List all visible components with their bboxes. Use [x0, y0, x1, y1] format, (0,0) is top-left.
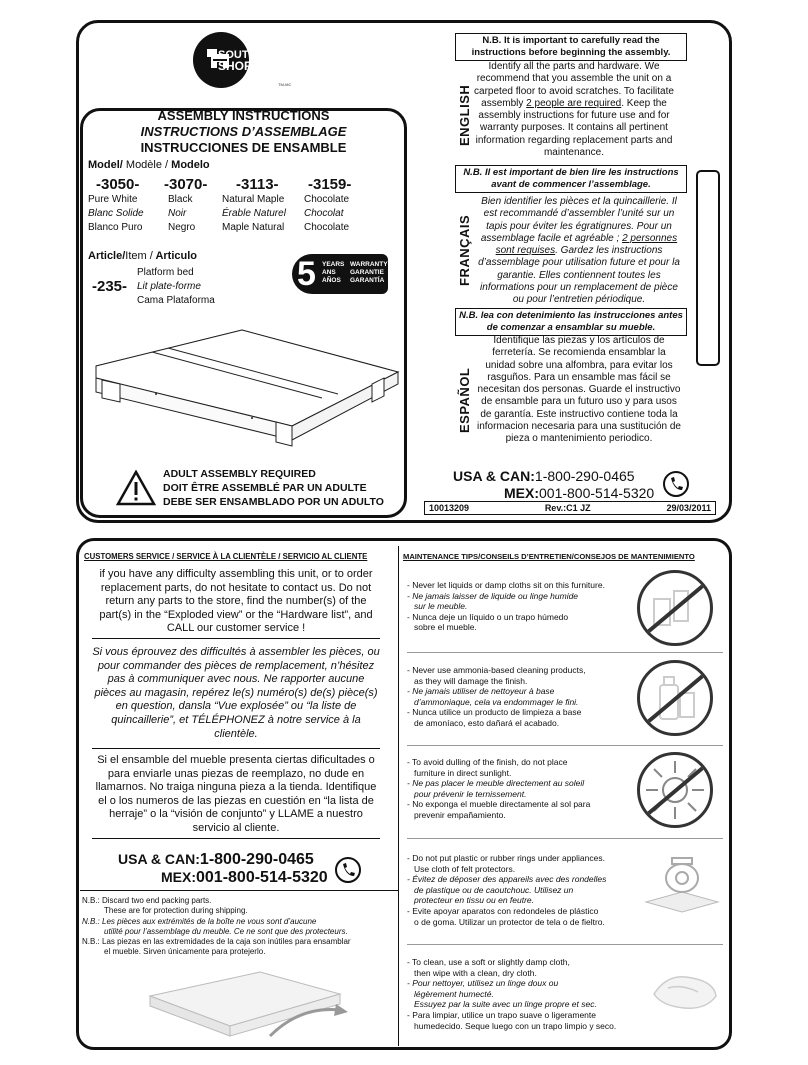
tip-line: - Do not put plastic or rubber rings under appliances. — [407, 853, 605, 863]
years-en: YEARS — [322, 261, 345, 268]
color-fr: Noir — [168, 208, 187, 219]
tip-line: - Para limpiar, utilice un trapo suave o ligeramente — [407, 1009, 596, 1020]
tip-line: - No exponga el mueble directamente al sol para — [407, 799, 591, 810]
nb-en-1: N.B.: Discard two end packing parts. — [82, 896, 212, 905]
tip-line: as they will damage the finish. — [414, 675, 528, 686]
tip-line: - Ne jamais utiliser de nettoyeur à base — [407, 686, 555, 697]
adult-fr: DOIT ÊTRE ASSEMBLÉ PAR UN ADULTE — [163, 482, 367, 494]
warranty-labels — [350, 261, 388, 285]
years-fr: ANS — [322, 269, 336, 276]
customer-service-fr: Si vous éprouvez des difficultés à assembler les pièces, ou pour commander des pièces de remplacement, n’hésitez pas à communiquer avec nous. Ne rapporter aucune pièces au magasin, repérez le(s) numéro(s) de(s) pièce(s) en question, dansla “Vue explosée” ou “la liste de quincaillerie”, et TÉLÉPHONEZ à notre service à la clientèle. — [92, 646, 380, 740]
customer-service-en: if you have any difficulty assembling this unit, or to order replacement parts, do not hesitate to contact us. Do not return any parts to the store, find the number(s) of the part(s) in the “Exploded view” or the “Hardware list”, and CALL our customer service ! — [99, 568, 373, 635]
english-text2: . Keep the assembly instructions for future use and for warranty purposes. It contains all pertinent information regarding replacement parts and maintenance. — [475, 97, 673, 159]
nb-fr-2: utilité pour l’assemblage du meuble. Ce ne sont que des protecteurs. — [104, 926, 348, 936]
spanish-paragraph: Identifique las piezas y los artículos de ferretería. Se recomienda ensamblar la unidad sobre una alfombra, para evitar los rasguños. Para un ensamble mas fácil se necesitan dos personas. Guarde el instructivo de ensamble para un futuro uso y para usos de garantía. Este instructivo contiene toda la informacion necesaria para una sustitución de pieza o mantenimiento periodico. — [476, 335, 681, 445]
label-english: ENGLISH — [457, 84, 472, 146]
phone-number: 001-800-514-5320 — [196, 869, 328, 886]
divider — [92, 748, 380, 749]
article-header-fr: Item / — [125, 250, 153, 262]
brand-name — [218, 50, 261, 72]
no-sunlight-icon — [637, 752, 713, 828]
tip-line: Essuyez par la suite avec un linge propre et sec. — [414, 999, 597, 1010]
color-en: Natural Maple — [222, 194, 285, 205]
nb-fr-1: N.B.: Les pièces aux extrémités de la boîte ne vous sont d’aucune — [82, 916, 317, 926]
phone-label: MEX: — [504, 485, 539, 501]
phone-top-mex — [504, 485, 654, 501]
revision-date: 29/03/2011 — [666, 503, 711, 513]
model-header-es: Modelo — [168, 159, 210, 171]
tip-2 — [407, 665, 637, 729]
tip-line: - Evite apoyar aparatos con redondeles de plástico — [407, 905, 599, 916]
divider — [92, 638, 380, 639]
side-tab-box — [696, 170, 720, 366]
tip-line: sobre el mueble. — [414, 622, 477, 633]
french-text1: Bien identifier les pièces et la quincaillerie. Il est recommandé d’assembler l’unité sur un tapis pour éviter les égratignures. Pour un assemblage facile et agréable ; — [480, 196, 677, 244]
revision: Rev.:C1 JZ — [544, 503, 591, 513]
article-header — [88, 250, 197, 262]
tip-line: - Ne pas placer le meuble directement au soleil — [407, 778, 585, 789]
article-es: Cama Plataforma — [137, 295, 215, 306]
english-text1: Identify all the parts and hardware. We recommend that you assemble the unit on a carpeted floor to avoid scratches. To facilitate assembly — [474, 61, 674, 109]
tip-line: prevenir empañamiento. — [414, 809, 506, 820]
phone-label: USA & CAN: — [118, 851, 200, 867]
tip-line: humedecido. Seque luego con un trapo limpio y seco. — [414, 1020, 617, 1031]
warranty-years-labels — [322, 261, 344, 285]
warning-triangle-icon — [116, 470, 156, 506]
model-code: -3050- — [96, 176, 140, 193]
doc-number: 10013209 — [429, 503, 470, 513]
adult-assembly-warning — [163, 467, 384, 509]
english-nb: N.B. It is important to carefully read the instructions before beginning the assembly. — [455, 33, 687, 61]
color-es: Negro — [168, 222, 196, 233]
model-col — [88, 176, 168, 235]
appliance-felt-protector-icon — [642, 852, 722, 918]
revision-bar — [424, 501, 716, 515]
warranty-en: WARRANTY — [350, 261, 388, 268]
tip-line: - Never use ammonia-based cleaning products, — [407, 665, 586, 675]
english-paragraph — [468, 61, 680, 159]
french-paragraph — [476, 196, 682, 307]
tip-line: - To clean, use a soft or slightly damp cloth, — [407, 957, 570, 967]
warranty-fr: GARANTIE — [350, 269, 384, 276]
title-es: INSTRUCCIONES DE ENSAMBLE — [140, 140, 347, 155]
title-en: ASSEMBLY INSTRUCTIONS — [157, 108, 330, 123]
color-fr: Chocolat — [304, 208, 344, 219]
tip-line: Use cloth of felt protectors. — [414, 863, 516, 874]
color-fr: Blanc Solide — [88, 208, 144, 219]
customer-service-es: Si el ensamble del mueble presenta ciertas dificultades o para enviarle unas piezas de reemplazo, no dude en llamarnos. No traiga ninguna pieza a la tienda. Identifique el o los numeros de las piezas en cuestión en “la lista de herraje” o la “visión de conjunto” y LLAME a nuestro servicio al cliente. — [95, 754, 377, 834]
tip-divider — [407, 944, 723, 945]
tip-5 — [407, 957, 647, 1031]
packing-parts-illustration — [140, 966, 360, 1046]
tip-1 — [407, 580, 637, 633]
tip-line: de plastique ou de caoutchouc. Utilisez un — [414, 884, 574, 895]
phone-number: 1-800-290-0465 — [534, 468, 635, 484]
tip-line: o de goma. Utilizar un protector de tela o de fieltro. — [414, 916, 605, 927]
years-es: AÑOS — [322, 277, 341, 284]
model-code: -3113- — [236, 176, 279, 193]
article-header-en: Article/ — [88, 250, 126, 262]
model-columns — [88, 176, 398, 235]
english-underline: 2 people are required — [526, 97, 622, 109]
adult-en: ADULT ASSEMBLY REQUIRED — [163, 468, 316, 480]
brand-line2: SHORE — [218, 59, 261, 73]
french-nb: N.B. Il est important de bien lire les instructions avant de commencer l’assemblage. — [455, 165, 687, 193]
nb-es-2: el mueble. Sirven únicamente para protejerlo. — [104, 947, 266, 957]
cleaning-cloth-icon — [648, 966, 722, 1018]
trademark: TM-MC — [278, 82, 292, 87]
color-en: Black — [168, 194, 193, 205]
brand-line1: SOUTH — [218, 49, 257, 61]
model-col — [222, 176, 304, 235]
phone-bottom-usa — [118, 851, 314, 869]
spanish-nb: N.B. lea con detenimiento las instrucciones antes de comenzar a ensamblar su mueble. — [455, 308, 687, 336]
color-fr: Érable Naturel — [222, 208, 286, 219]
maintenance-header: MAINTENANCE TIPS/CONSEILS D’ENTRETIEN/CONSEJOS DE MANTENIMIENTO — [403, 552, 695, 561]
model-header-fr: Modèle / — [122, 159, 169, 171]
no-ammonia-icon — [637, 660, 713, 736]
tip-line: protecteur en tissu ou en feutre. — [414, 895, 535, 906]
tip-line: - Pour nettoyer, utilisez un linge doux ou — [407, 978, 559, 989]
model-col — [304, 176, 374, 235]
tip-line: de amoníaco, esto dañará el acabado. — [414, 717, 560, 728]
article-en: Platform bed — [137, 267, 194, 278]
french-text2: . Gardez les instructions d’assemblage pour utilisation future et pour la garantie. Elles contiennent toutes les informations pour un remplacement de pièce ou pour l’entretien périodique. — [478, 245, 680, 306]
model-col — [164, 176, 222, 235]
adult-es: DEBE SER ENSAMBLADO POR UN ADULTO — [163, 496, 384, 508]
nb-divider — [80, 890, 398, 891]
tip-line: - Évitez de déposer des appareils avec des rondelles — [407, 874, 607, 885]
tip-divider — [407, 838, 723, 839]
nb-en-2: These are for protection during shipping. — [104, 906, 248, 916]
label-spanish: ESPAÑOL — [457, 367, 472, 433]
article-fr: Lit plate-forme — [137, 281, 201, 292]
color-es: Blanco Puro — [88, 222, 143, 233]
tip-line: - To avoid dulling of the finish, do not place — [407, 757, 568, 767]
tip-divider — [407, 745, 723, 746]
customer-service-header: CUSTOMERS SERVICE / SERVICE À LA CLIENTÈLE / SERVICIO AL CLIENTE — [84, 552, 368, 561]
no-liquids-icon — [637, 570, 713, 646]
model-code: -3159- — [308, 176, 352, 193]
tip-line: légèrement humecté. — [414, 988, 494, 999]
phone-label: MEX: — [161, 869, 196, 885]
model-code: -3070- — [164, 176, 208, 193]
french-underline: 2 personnes sont requises — [495, 232, 678, 257]
tip-line: then wipe with a clean, dry cloth. — [414, 967, 537, 978]
color-en: Pure White — [88, 194, 138, 205]
telephone-icon — [662, 470, 690, 498]
warranty-years: 5 — [297, 255, 316, 293]
tip-line: - Ne jamais laisser de liquide ou linge humide — [407, 590, 579, 601]
model-header — [88, 159, 210, 171]
tip-divider — [407, 652, 723, 653]
platform-bed-illustration — [92, 318, 402, 458]
phone-top-usa — [453, 468, 635, 484]
tip-line: furniture in direct sunlight. — [414, 767, 512, 778]
model-header-en: Model/ — [88, 159, 123, 171]
phone-number: 001-800-514-5320 — [539, 485, 655, 501]
warranty-es: GARANTÍA — [350, 277, 385, 284]
tip-4 — [407, 853, 647, 927]
color-es: Maple Natural — [222, 222, 285, 233]
color-es: Chocolate — [304, 222, 350, 233]
tip-line: d’ammoniaque, cela va endommager le fini. — [414, 696, 579, 707]
tip-3 — [407, 757, 637, 821]
bottom-divider — [398, 546, 399, 1046]
label-french: FRANÇAIS — [457, 214, 472, 286]
article-code: -235- — [92, 278, 128, 295]
phone-bottom-mex — [161, 869, 328, 887]
phone-label: USA & CAN: — [453, 468, 535, 484]
article-header-es: Articulo — [152, 250, 198, 262]
tip-line: - Nunca deje un líquido o un trapo húmedo — [407, 611, 569, 622]
tip-line: sur le meuble. — [414, 601, 468, 612]
title-fr: INSTRUCTIONS D’ASSEMBLAGE — [140, 124, 347, 139]
divider — [92, 838, 380, 839]
packing-notes — [82, 896, 396, 958]
article-names — [137, 266, 215, 308]
telephone-icon — [334, 856, 362, 884]
tip-line: - Nunca utilice un producto de limpieza a base — [407, 707, 582, 718]
tip-line: pour prévenir le ternissement. — [414, 788, 527, 799]
color-en: Chocolate — [304, 194, 350, 205]
tip-line: - Never let liquids or damp cloths sit on this furniture. — [407, 580, 605, 590]
phone-number: 1-800-290-0465 — [199, 851, 314, 868]
nb-es-1: N.B.: Las piezas en las extremidades de la caja son inútiles para ensamblar — [82, 937, 351, 947]
